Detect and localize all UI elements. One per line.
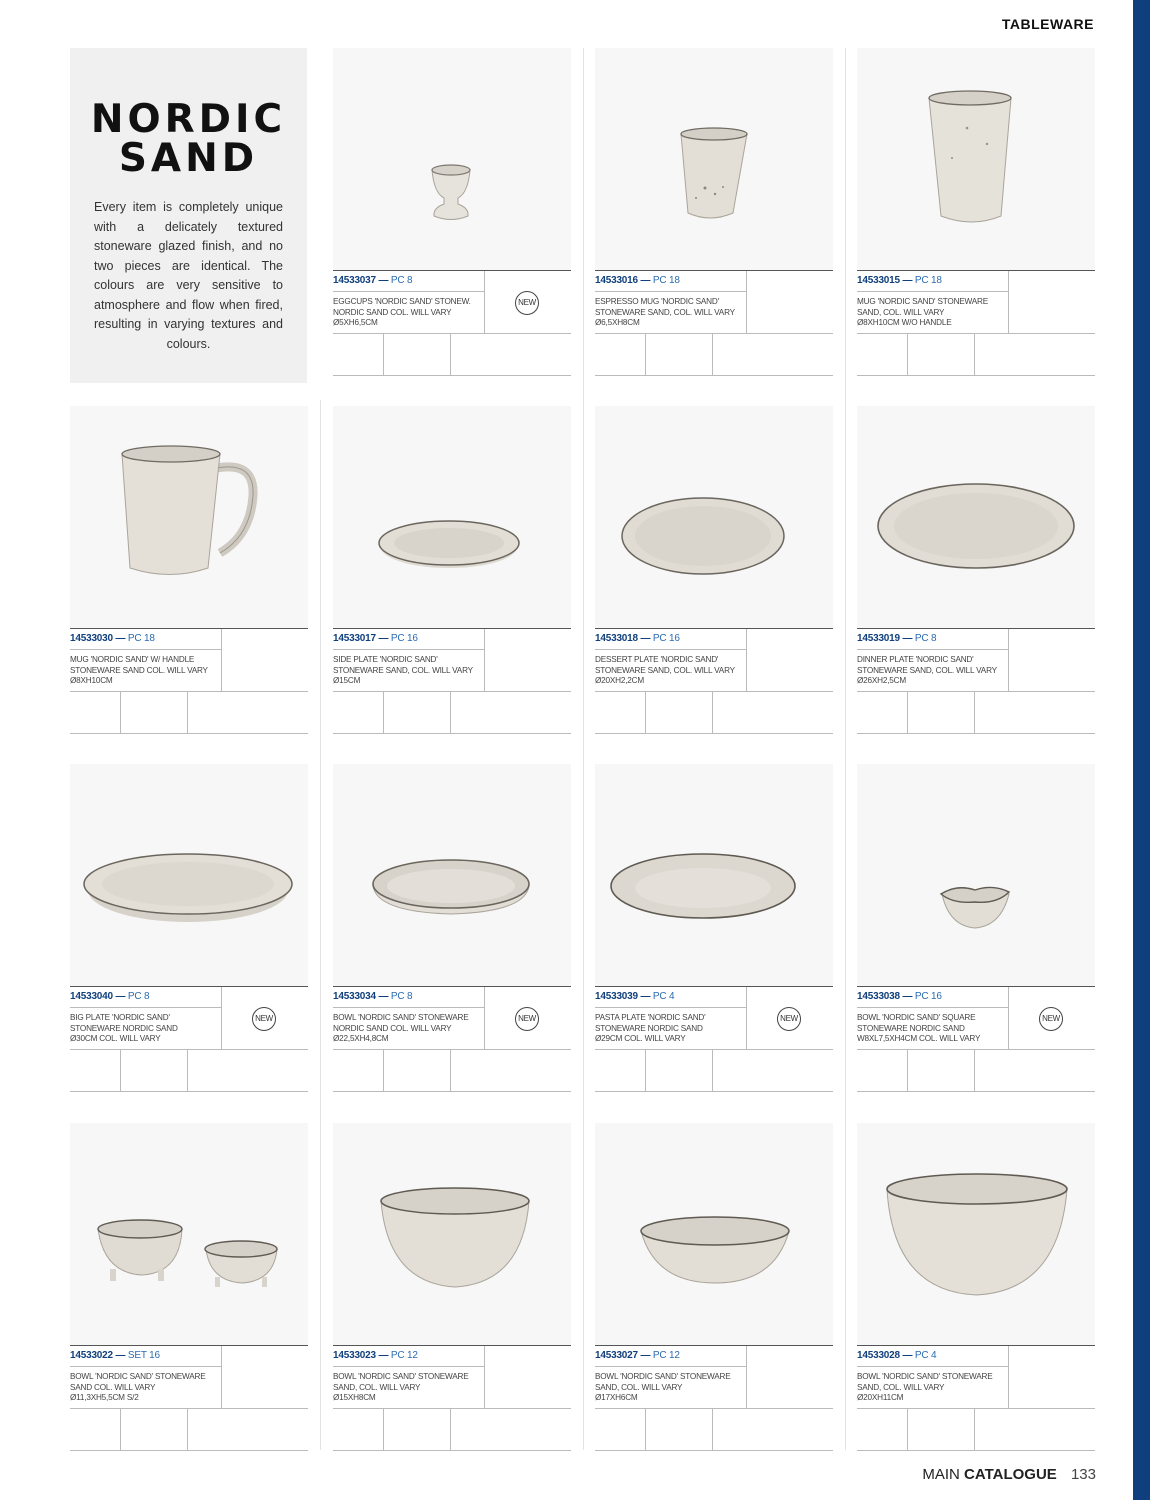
product-info: 14533040 — PC 8 BIG PLATE 'NORDIC SAND' STONEWARE NORDIC SAND Ø30CM COL. WILL VARY NEW xyxy=(70,986,308,1093)
product-card[interactable] xyxy=(333,48,571,378)
column-divider xyxy=(583,48,584,1450)
product-description: BOWL 'NORDIC SAND' STONEWARE SAND COL. WILL VARY Ø11,3XH5,5CM S/2 xyxy=(70,1372,206,1402)
section-label: TABLEWARE xyxy=(1001,16,1094,32)
product-description: BOWL 'NORDIC SAND' STONEWARE SAND, COL. WILL VARY Ø20XH11CM xyxy=(857,1372,993,1402)
product-photo-dessert-plate xyxy=(595,406,833,628)
product-code: 14533023 xyxy=(333,1350,376,1361)
new-badge: NEW xyxy=(252,1007,276,1031)
product-code: 14533028 xyxy=(857,1350,900,1361)
product-code: 14533037 xyxy=(333,275,376,286)
product-description: MUG 'NORDIC SAND' W/ HANDLE STONEWARE SAND COL. WILL VARY Ø8XH10CM xyxy=(70,655,208,685)
product-photo-square-bowl xyxy=(857,764,1095,986)
page-footer xyxy=(922,1466,1096,1483)
product-code: 14533040 xyxy=(70,991,113,1002)
product-description: MUG 'NORDIC SAND' STONEWARE SAND, COL. WILL VARY Ø8XH10CM W/O HANDLE xyxy=(857,297,989,327)
product-code: 14533018 xyxy=(595,633,638,644)
pack-size: PC 8 xyxy=(127,991,150,1002)
product-description: EGGCUPS 'NORDIC SAND' STONEW. NORDIC SAND COL. WILL VARY Ø5XH6,5CM xyxy=(333,297,471,327)
pack-size: PC 18 xyxy=(914,275,942,286)
product-info: 14533019 — PC 8 DINNER PLATE 'NORDIC SAND' STONEWARE SAND, COL. WILL VARY Ø26XH2,5CM xyxy=(857,628,1095,735)
product-card[interactable] xyxy=(333,764,571,1094)
collection-title-line-2: SAND xyxy=(118,136,259,181)
product-card[interactable] xyxy=(857,406,1095,736)
intro-panel xyxy=(70,48,307,383)
collection-description: Every item is completely unique with a delicately textured stoneware glazed finish, and no two pieces are identical. The colours are very sensitive to atmosphere and flow when fired, resulting in varying textures and colours. xyxy=(94,200,283,351)
pack-size: PC 8 xyxy=(390,991,413,1002)
product-description: DESSERT PLATE 'NORDIC SAND' STONEWARE SAND, COL. WILL VARY Ø20XH2,2CM xyxy=(595,655,735,685)
product-photo-footed-bowls xyxy=(70,1123,308,1345)
new-badge: NEW xyxy=(515,291,539,315)
product-code: 14533022 xyxy=(70,1350,113,1361)
product-photo-bowl-17cm xyxy=(595,1123,833,1345)
pack-size: PC 4 xyxy=(914,1350,937,1361)
product-card[interactable] xyxy=(333,1123,571,1453)
product-card[interactable] xyxy=(857,48,1095,378)
product-card[interactable] xyxy=(70,406,308,736)
product-card[interactable] xyxy=(70,1123,308,1453)
product-photo-dinner-plate xyxy=(857,406,1095,628)
brand-color-bar xyxy=(1133,0,1150,1500)
product-description: ESPRESSO MUG 'NORDIC SAND' STONEWARE SAND, COL. WILL VARY Ø6,5XH8CM xyxy=(595,297,735,327)
product-info xyxy=(333,270,571,377)
product-photo-mug-with-handle xyxy=(70,406,308,628)
product-description: SIDE PLATE 'NORDIC SAND' STONEWARE SAND, COL. WILL VARY Ø15CM xyxy=(333,655,473,685)
product-code: 14533039 xyxy=(595,991,638,1002)
column-divider xyxy=(320,400,321,1450)
pack-size: SET 16 xyxy=(127,1350,160,1361)
product-info: 14533015 — PC 18 MUG 'NORDIC SAND' STONEWARE SAND, COL. WILL VARY Ø8XH10CM W/O HANDLE xyxy=(857,270,1095,377)
product-photo-eggcup xyxy=(333,48,571,270)
product-code: 14533019 xyxy=(857,633,900,644)
product-description: BOWL 'NORDIC SAND' SQUARE STONEWARE NORDIC SAND W8XL7,5XH4CM COL. WILL VARY xyxy=(857,1013,981,1043)
new-badge: NEW xyxy=(777,1007,801,1031)
product-info: 14533023 — PC 12 BOWL 'NORDIC SAND' STONEWARE SAND, COL. WILL VARY Ø15XH8CM xyxy=(333,1345,571,1452)
product-card[interactable] xyxy=(595,406,833,736)
product-photo-side-plate xyxy=(333,406,571,628)
page-number: 133 xyxy=(1070,1466,1096,1483)
product-code: 14533027 xyxy=(595,1350,638,1361)
product-card[interactable] xyxy=(595,48,833,378)
pack-size: PC 16 xyxy=(914,991,942,1002)
product-photo-espresso-mug xyxy=(595,48,833,270)
collection-title xyxy=(70,97,307,181)
pack-size: PC 18 xyxy=(652,275,680,286)
product-code: 14533034 xyxy=(333,991,376,1002)
product-code-line: 14533037 — PC 8 xyxy=(333,275,413,286)
pack-size: PC 4 xyxy=(652,991,675,1002)
product-card[interactable] xyxy=(595,1123,833,1453)
product-description: PASTA PLATE 'NORDIC SAND' STONEWARE NORDIC SAND Ø29CM COL. WILL VARY xyxy=(595,1013,706,1043)
product-photo-bowl-15cm xyxy=(333,1123,571,1345)
pack-size: PC 8 xyxy=(390,275,413,286)
new-badge: NEW xyxy=(1039,1007,1063,1031)
product-info: 14533034 — PC 8 BOWL 'NORDIC SAND' STONEWARE NORDIC SAND COL. WILL VARY Ø22,5XH4,8CM NEW xyxy=(333,986,571,1093)
pack-size: PC 8 xyxy=(914,633,937,644)
product-code: 14533015 xyxy=(857,275,900,286)
product-card[interactable] xyxy=(595,764,833,1094)
product-code: 14533038 xyxy=(857,991,900,1002)
product-info: 14533016 — PC 18 ESPRESSO MUG 'NORDIC SAND' STONEWARE SAND, COL. WILL VARY Ø6,5XH8CM xyxy=(595,270,833,377)
product-photo-pasta-plate xyxy=(595,764,833,986)
product-photo-bowl-low xyxy=(333,764,571,986)
product-info: 14533017 — PC 16 SIDE PLATE 'NORDIC SAND' STONEWARE SAND, COL. WILL VARY Ø15CM xyxy=(333,628,571,735)
product-code: 14533030 xyxy=(70,633,113,644)
product-description: BIG PLATE 'NORDIC SAND' STONEWARE NORDIC SAND Ø30CM COL. WILL VARY xyxy=(70,1013,178,1043)
product-info: 14533022 — SET 16 BOWL 'NORDIC SAND' STONEWARE SAND COL. WILL VARY Ø11,3XH5,5CM S/2 xyxy=(70,1345,308,1452)
product-code: 14533017 xyxy=(333,633,376,644)
product-photo-mug xyxy=(857,48,1095,270)
product-photo-big-plate xyxy=(70,764,308,986)
product-photo-bowl-20cm xyxy=(857,1123,1095,1345)
product-card[interactable] xyxy=(70,764,308,1094)
new-badge: NEW xyxy=(515,1007,539,1031)
footer-catalogue: CATALOGUE xyxy=(964,1466,1057,1483)
product-description: BOWL 'NORDIC SAND' STONEWARE NORDIC SAND COL. WILL VARY Ø22,5XH4,8CM xyxy=(333,1013,469,1043)
pack-size: PC 18 xyxy=(127,633,155,644)
product-info: 14533038 — PC 16 BOWL 'NORDIC SAND' SQUARE STONEWARE NORDIC SAND W8XL7,5XH4CM COL. WILL VARY NEW xyxy=(857,986,1095,1093)
product-info: 14533030 — PC 18 MUG 'NORDIC SAND' W/ HANDLE STONEWARE SAND COL. WILL VARY Ø8XH10CM xyxy=(70,628,308,735)
pack-size: PC 16 xyxy=(390,633,418,644)
pack-size: PC 12 xyxy=(652,1350,680,1361)
pack-size: PC 16 xyxy=(652,633,680,644)
product-code: 14533016 xyxy=(595,275,638,286)
product-info: 14533039 — PC 4 PASTA PLATE 'NORDIC SAND' STONEWARE NORDIC SAND Ø29CM COL. WILL VARY NEW xyxy=(595,986,833,1093)
column-divider xyxy=(845,48,846,1450)
collection-title-line-1: NORDIC xyxy=(90,97,287,142)
product-card[interactable] xyxy=(333,406,571,736)
product-description: BOWL 'NORDIC SAND' STONEWARE SAND, COL. WILL VARY Ø15XH8CM xyxy=(333,1372,469,1402)
product-card[interactable] xyxy=(857,1123,1095,1453)
product-card[interactable] xyxy=(857,764,1095,1094)
product-info: 14533027 — PC 12 BOWL 'NORDIC SAND' STONEWARE SAND, COL. WILL VARY Ø17XH6CM xyxy=(595,1345,833,1452)
product-info: 14533018 — PC 16 DESSERT PLATE 'NORDIC SAND' STONEWARE SAND, COL. WILL VARY Ø20XH2,2CM xyxy=(595,628,833,735)
product-description: BOWL 'NORDIC SAND' STONEWARE SAND, COL. WILL VARY Ø17XH6CM xyxy=(595,1372,731,1402)
product-info: 14533028 — PC 4 BOWL 'NORDIC SAND' STONEWARE SAND, COL. WILL VARY Ø20XH11CM xyxy=(857,1345,1095,1452)
pack-size: PC 12 xyxy=(390,1350,418,1361)
product-description: DINNER PLATE 'NORDIC SAND' STONEWARE SAND, COL. WILL VARY Ø26XH2,5CM xyxy=(857,655,997,685)
footer-main: MAIN xyxy=(922,1466,960,1483)
